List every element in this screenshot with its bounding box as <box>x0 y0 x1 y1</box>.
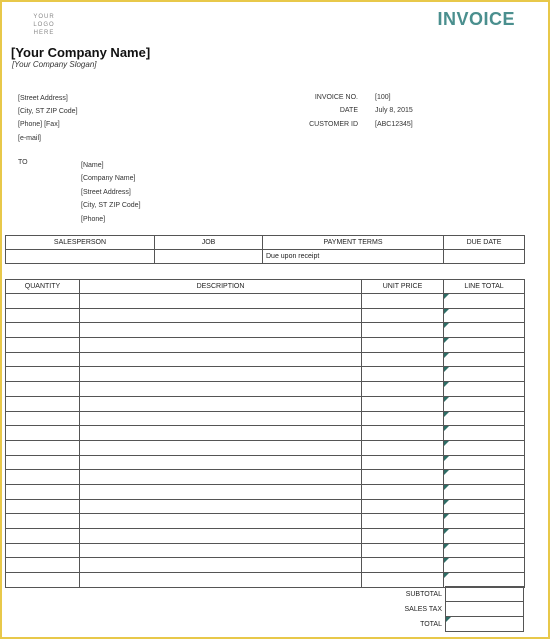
meta-row-invoice-no <box>302 91 413 104</box>
meta-row-customer-id <box>302 118 413 131</box>
sales-tax-row <box>364 602 524 617</box>
formula-marker-icon <box>444 470 449 475</box>
quantity-cell[interactable] <box>6 529 80 544</box>
description-cell[interactable] <box>80 323 362 338</box>
bill-to-line[interactable]: [Phone] <box>81 215 106 223</box>
quantity-cell[interactable] <box>6 455 80 470</box>
unit-price-cell[interactable] <box>362 338 444 353</box>
invoice-title: INVOICE <box>437 9 515 29</box>
unit-price-header: UNIT PRICE <box>362 280 444 294</box>
meta-label: INVOICE NO. <box>314 94 358 102</box>
bill-to-line[interactable]: [City, ST ZIP Code] <box>81 202 141 210</box>
meta-label: DATE <box>339 107 358 115</box>
unit-price-cell[interactable] <box>362 426 444 441</box>
line-total-cell[interactable] <box>444 308 525 323</box>
description-header: DESCRIPTION <box>80 280 362 294</box>
formula-marker-icon <box>444 294 449 299</box>
bill-to-line[interactable]: [Name] <box>81 162 104 169</box>
line-total-cell[interactable] <box>444 470 525 485</box>
quantity-cell[interactable] <box>6 308 80 323</box>
line-total-cell[interactable] <box>444 411 525 426</box>
quantity-cell[interactable] <box>6 484 80 499</box>
line-total-cell[interactable] <box>444 352 525 367</box>
description-cell[interactable] <box>80 470 362 485</box>
formula-marker-icon <box>444 367 449 372</box>
description-cell[interactable] <box>80 440 362 455</box>
salesperson-cell[interactable] <box>6 250 155 264</box>
description-cell[interactable] <box>80 382 362 397</box>
unit-price-cell[interactable] <box>362 514 444 529</box>
description-cell[interactable] <box>80 514 362 529</box>
description-cell[interactable] <box>80 529 362 544</box>
description-cell[interactable] <box>80 294 362 309</box>
address-line[interactable]: [Phone] [Fax] <box>18 121 60 129</box>
formula-marker-icon <box>444 338 449 343</box>
line-item-row <box>6 367 525 382</box>
line-total-cell[interactable] <box>444 396 525 411</box>
formula-marker-icon <box>444 500 449 505</box>
line-total-cell[interactable] <box>444 294 525 309</box>
unit-price-cell[interactable] <box>362 294 444 309</box>
line-item-row <box>6 294 525 309</box>
line-item-row <box>6 382 525 397</box>
total-field[interactable] <box>445 616 524 632</box>
payment-terms-cell[interactable]: Due upon receipt <box>263 250 444 264</box>
sales-tax-field[interactable] <box>445 601 524 617</box>
line-total-cell[interactable] <box>444 529 525 544</box>
formula-marker-icon <box>444 382 449 387</box>
formula-marker-icon <box>444 456 449 461</box>
unit-price-cell[interactable] <box>362 396 444 411</box>
quantity-cell[interactable] <box>6 382 80 397</box>
unit-price-cell[interactable] <box>362 543 444 558</box>
due-date-cell[interactable] <box>444 250 525 264</box>
line-total-cell[interactable] <box>444 382 525 397</box>
line-item-row <box>6 499 525 514</box>
invoice-meta <box>302 91 413 131</box>
quantity-cell[interactable] <box>6 499 80 514</box>
description-cell[interactable] <box>80 352 362 367</box>
job-header: JOB <box>155 236 263 250</box>
meta-label: CUSTOMER ID <box>309 120 358 128</box>
line-total-cell[interactable] <box>444 514 525 529</box>
unit-price-cell[interactable] <box>362 382 444 397</box>
unit-price-cell[interactable] <box>362 470 444 485</box>
quantity-cell[interactable] <box>6 470 80 485</box>
bill-to-block <box>81 159 141 226</box>
line-item-row <box>6 338 525 353</box>
quantity-header: QUANTITY <box>6 280 80 294</box>
unit-price-cell[interactable] <box>362 455 444 470</box>
line-total-cell[interactable] <box>444 323 525 338</box>
quantity-cell[interactable] <box>6 338 80 353</box>
logo-line2: HERE <box>33 30 55 36</box>
quantity-cell[interactable] <box>6 440 80 455</box>
sales-info-row <box>6 250 525 264</box>
line-item-row <box>6 411 525 426</box>
line-total-cell[interactable] <box>444 426 525 441</box>
description-cell[interactable] <box>80 543 362 558</box>
bill-to-line[interactable]: [Street Address] <box>81 188 131 196</box>
line-item-row <box>6 455 525 470</box>
unit-price-cell[interactable] <box>362 323 444 338</box>
description-cell[interactable] <box>80 308 362 323</box>
description-cell[interactable] <box>80 426 362 441</box>
unit-price-cell[interactable] <box>362 308 444 323</box>
address-line[interactable]: [e-mail] <box>18 134 41 142</box>
address-line[interactable]: [Street Address] <box>18 95 68 102</box>
formula-marker-icon <box>444 397 449 402</box>
meta-value[interactable]: [ABC12345] <box>375 120 413 128</box>
formula-marker-icon <box>444 412 449 417</box>
formula-marker-icon <box>444 441 449 446</box>
address-line[interactable]: [City, ST ZIP Code] <box>18 108 78 116</box>
line-total-cell[interactable] <box>444 455 525 470</box>
formula-marker-icon <box>444 309 449 314</box>
formula-marker-icon <box>444 485 449 490</box>
quantity-cell[interactable] <box>6 426 80 441</box>
quantity-cell[interactable] <box>6 396 80 411</box>
total-label: TOTAL <box>420 621 442 628</box>
unit-price-cell[interactable] <box>362 440 444 455</box>
unit-price-cell[interactable] <box>362 573 444 588</box>
unit-price-cell[interactable] <box>362 529 444 544</box>
sales-info-header-row <box>6 236 525 250</box>
line-items-table <box>5 279 525 588</box>
line-item-row <box>6 308 525 323</box>
quantity-cell[interactable] <box>6 367 80 382</box>
quantity-cell[interactable] <box>6 352 80 367</box>
subtotal-label: SUBTOTAL <box>405 591 442 598</box>
description-cell[interactable] <box>80 455 362 470</box>
total-row <box>364 617 524 632</box>
line-item-row <box>6 558 525 573</box>
description-cell[interactable] <box>80 367 362 382</box>
logo-line1: YOUR LOGO <box>33 14 55 28</box>
quantity-cell[interactable] <box>6 294 80 309</box>
unit-price-cell[interactable] <box>362 484 444 499</box>
formula-marker-icon <box>444 514 449 519</box>
line-total-cell[interactable] <box>444 499 525 514</box>
formula-marker-icon <box>446 617 451 622</box>
quantity-cell[interactable] <box>6 543 80 558</box>
due-date-header: DUE DATE <box>444 236 525 250</box>
sales-tax-label: SALES TAX <box>404 606 442 613</box>
formula-marker-icon <box>444 353 449 358</box>
logo-placeholder <box>24 13 64 37</box>
company-name[interactable]: [Your Company Name] <box>11 45 151 60</box>
unit-price-cell[interactable] <box>362 499 444 514</box>
line-items-body <box>6 294 525 588</box>
unit-price-cell[interactable] <box>362 411 444 426</box>
quantity-cell[interactable] <box>6 573 80 588</box>
formula-marker-icon <box>444 426 449 431</box>
meta-value[interactable]: [100] <box>375 94 391 102</box>
line-item-row <box>6 470 525 485</box>
quantity-cell[interactable] <box>6 558 80 573</box>
company-address-block <box>18 92 78 145</box>
formula-marker-icon <box>444 558 449 563</box>
bill-to-line[interactable]: [Company Name] <box>81 175 136 183</box>
to-label: TO <box>18 159 28 166</box>
unit-price-cell[interactable] <box>362 558 444 573</box>
line-item-row <box>6 529 525 544</box>
formula-marker-icon <box>444 573 449 578</box>
payment-terms-header: PAYMENT TERMS <box>263 236 444 250</box>
description-cell[interactable] <box>80 558 362 573</box>
description-cell[interactable] <box>80 396 362 411</box>
line-items-header-row <box>6 280 525 294</box>
line-total-cell[interactable] <box>444 558 525 573</box>
description-cell[interactable] <box>80 499 362 514</box>
job-cell[interactable] <box>155 250 263 264</box>
line-total-header: LINE TOTAL <box>444 280 525 294</box>
line-item-row <box>6 440 525 455</box>
line-item-row <box>6 352 525 367</box>
formula-marker-icon <box>444 544 449 549</box>
line-item-row <box>6 484 525 499</box>
line-item-row <box>6 426 525 441</box>
sales-info-table <box>5 235 525 264</box>
description-cell[interactable] <box>80 338 362 353</box>
meta-value[interactable]: July 8, 2015 <box>375 107 413 115</box>
quantity-cell[interactable] <box>6 323 80 338</box>
description-cell[interactable] <box>80 411 362 426</box>
quantity-cell[interactable] <box>6 411 80 426</box>
description-cell[interactable] <box>80 573 362 588</box>
line-total-cell[interactable] <box>444 367 525 382</box>
formula-marker-icon <box>444 323 449 328</box>
quantity-cell[interactable] <box>6 514 80 529</box>
line-total-cell[interactable] <box>444 484 525 499</box>
description-cell[interactable] <box>80 484 362 499</box>
formula-marker-icon <box>444 529 449 534</box>
unit-price-cell[interactable] <box>362 352 444 367</box>
line-item-row <box>6 323 525 338</box>
line-item-row <box>6 514 525 529</box>
line-total-cell[interactable] <box>444 440 525 455</box>
totals-block <box>364 587 524 632</box>
subtotal-field[interactable] <box>445 586 524 602</box>
meta-row-date <box>302 104 413 117</box>
line-total-cell[interactable] <box>444 338 525 353</box>
subtotal-row <box>364 587 524 602</box>
line-total-cell[interactable] <box>444 543 525 558</box>
company-slogan[interactable]: [Your Company Slogan] <box>12 60 97 69</box>
line-item-row <box>6 396 525 411</box>
salesperson-header: SALESPERSON <box>6 236 155 250</box>
unit-price-cell[interactable] <box>362 367 444 382</box>
line-item-row <box>6 543 525 558</box>
